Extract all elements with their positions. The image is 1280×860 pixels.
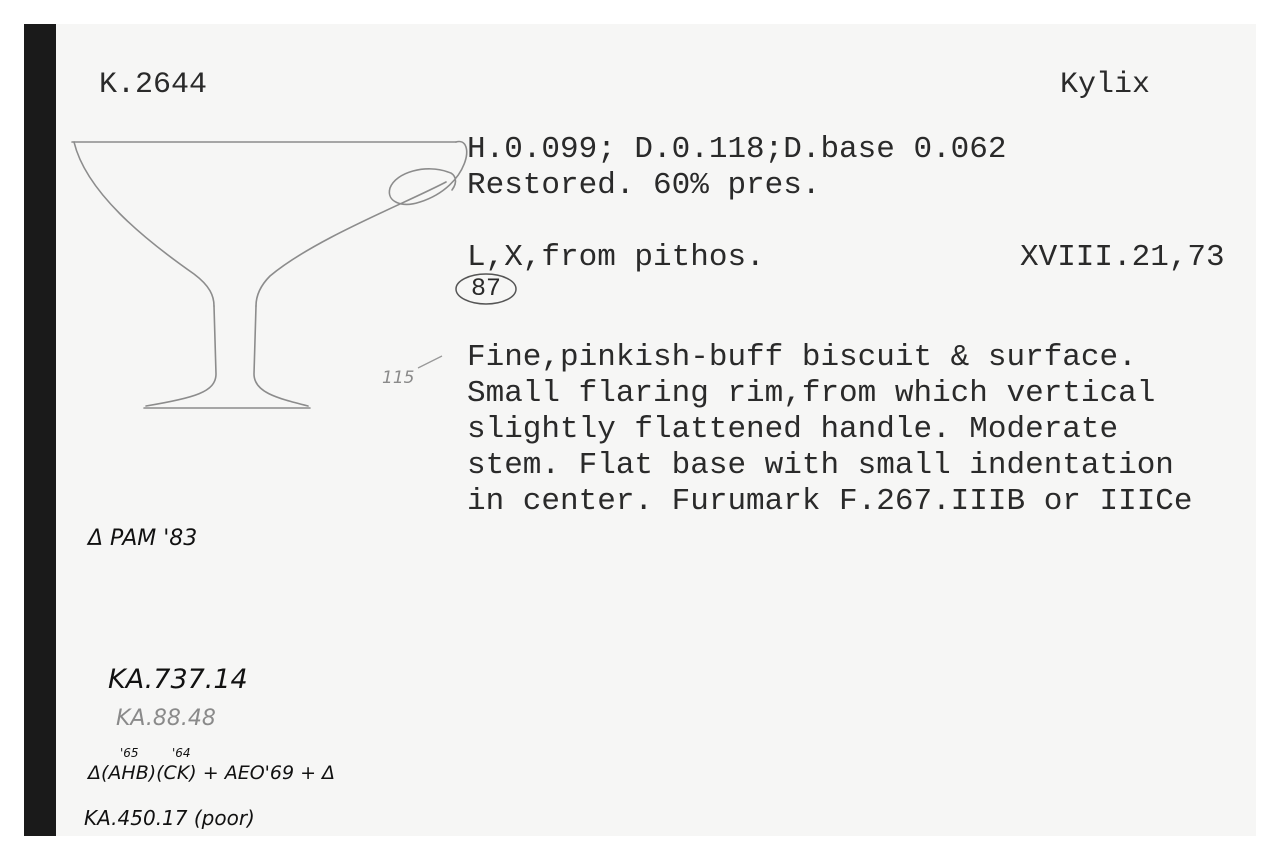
catalog-number: K.2644 bbox=[99, 68, 208, 102]
catalog-card bbox=[24, 24, 1256, 836]
description-line: in center. Furumark F.267.IIIB or IIICe bbox=[467, 484, 1193, 519]
number-circle-mark bbox=[452, 270, 522, 310]
description-line: stem. Flat base with small indentation bbox=[467, 448, 1174, 483]
description-line: Fine,pinkish-buff biscuit & surface. bbox=[467, 340, 1137, 375]
description-line: Small flaring rim,from which vertical bbox=[467, 376, 1156, 411]
handwritten-initials-date: Δ PAM '83 bbox=[88, 526, 198, 551]
dimensions-line: H.0.099; D.0.118;D.base 0.062 bbox=[467, 132, 1007, 167]
handwritten-superscript: '65 bbox=[120, 746, 139, 760]
vessel-type: Kylix bbox=[1060, 68, 1151, 102]
kylix-profile-drawing bbox=[24, 24, 484, 444]
circled-number: 87 bbox=[471, 274, 502, 303]
handwritten-inventory-2: KA.88.48 bbox=[116, 706, 216, 731]
margin-tick-mark bbox=[416, 354, 446, 374]
handwritten-photo-line: Δ(AHB)(CK) + AEO'69 + Δ bbox=[88, 762, 336, 784]
notebook-reference: XVIII.21,73 bbox=[1020, 240, 1225, 275]
handwritten-inventory-3: KA.450.17 (poor) bbox=[84, 806, 255, 830]
context-line: L,X,from pithos. bbox=[467, 240, 765, 275]
preservation-line: Restored. 60% pres. bbox=[467, 168, 821, 203]
description-line: slightly flattened handle. Moderate bbox=[467, 412, 1119, 447]
handwritten-inventory-1: KA.737.14 bbox=[108, 664, 248, 695]
margin-pencil-note: 115 bbox=[382, 368, 415, 388]
handwritten-superscript: '64 bbox=[172, 746, 191, 760]
